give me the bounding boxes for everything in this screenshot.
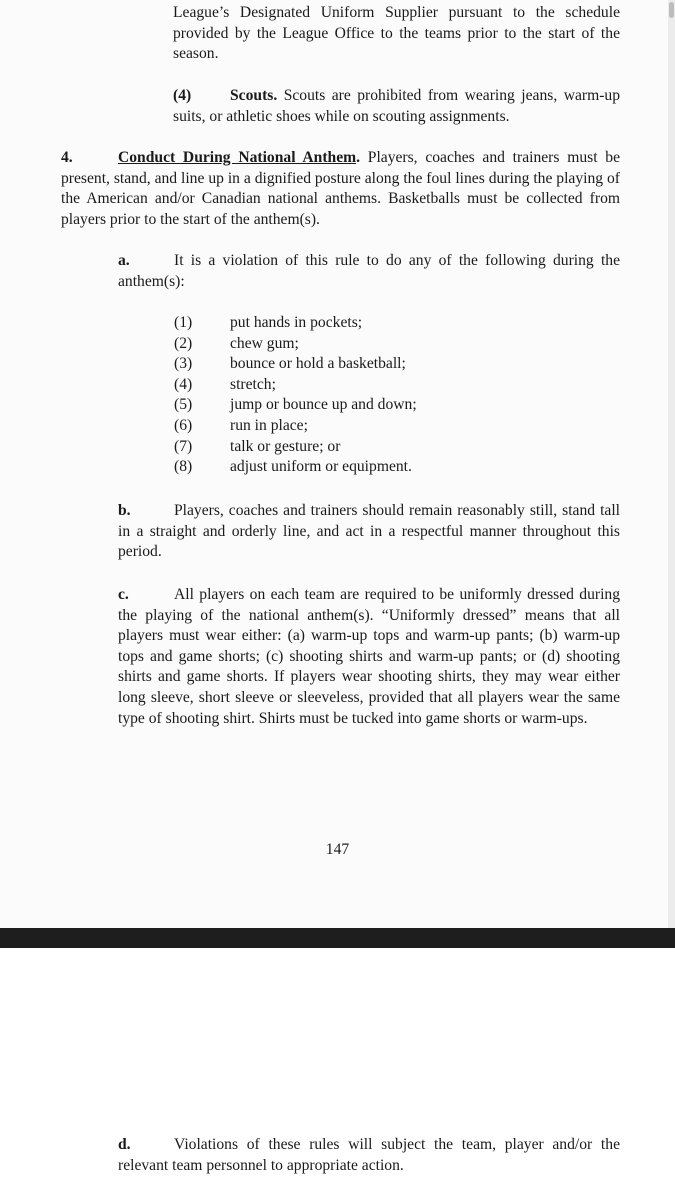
scrollbar-thumb[interactable] bbox=[669, 2, 674, 18]
paragraph-d-text: Violations of these rules will subject the team, player and/or the relevant team personnel to appropriate action. bbox=[118, 1136, 620, 1174]
violations-list bbox=[174, 313, 594, 478]
scouts-paragraph bbox=[173, 86, 620, 127]
section-4-heading-period: . bbox=[356, 149, 361, 166]
list-item: (1) put hands in pockets; bbox=[174, 314, 363, 331]
vertical-scrollbar[interactable] bbox=[668, 0, 675, 928]
page-divider bbox=[0, 928, 675, 948]
list-item: (3) bounce or hold a basketball; bbox=[174, 355, 406, 373]
list-item: (8) adjust uniform or equipment. bbox=[174, 458, 412, 476]
list-item: (2) chew gum; bbox=[174, 334, 299, 352]
list-item: (4) stretch; bbox=[174, 375, 276, 393]
list-item: (5) jump or bounce up and down; bbox=[174, 396, 417, 414]
scouts-heading: Scouts. bbox=[230, 87, 278, 104]
continuation-paragraph: League’s Designated Uniform Supplier pursuant to the schedule provided by the League Office to the teams prior to the start of the season. bbox=[173, 4, 620, 63]
paragraph-a-letter: a. bbox=[118, 252, 130, 269]
scouts-text: Scouts are prohibited from wearing jeans, warm-up suits, or athletic shoes while on scouting assignments. bbox=[173, 87, 620, 125]
section-4-number: 4. bbox=[61, 149, 73, 166]
paragraph-a bbox=[118, 251, 620, 292]
list-item: (7) talk or gesture; or bbox=[174, 437, 341, 455]
paragraph-d-letter: d. bbox=[118, 1136, 131, 1153]
paragraph-b-text: Players, coaches and trainers should remain reasonably still, stand tall in a straight and orderly line, and act in a respectful manner throughout this period. bbox=[118, 502, 620, 561]
paragraph-d bbox=[118, 1135, 620, 1176]
paragraph-c bbox=[118, 585, 620, 729]
paragraph-b bbox=[118, 501, 620, 563]
paragraph-c-text: All players on each team are required to be uniformly dressed during the playing of the national anthem(s). “Uniformly dressed” means that all players must wear either: (a) warm-up tops and warm-up pants; (b) warm-up tops and game shorts; (c) shooting shirts and warm-up pants; or (d) shooting shirts and game shorts. If players wear shooting shirts, they may wear either long sleeve, short sleeve or sleeveless, provided that all players wear the same type of shooting shirt. Shirts must be tucked into game shorts or warm-ups. bbox=[118, 586, 620, 727]
scouts-number: (4) bbox=[173, 87, 192, 104]
list-item: (6) run in place; bbox=[174, 416, 308, 434]
paragraph-a-text: It is a violation of this rule to do any of the following during the anthem(s): bbox=[118, 252, 620, 290]
paragraph-c-letter: c. bbox=[118, 586, 129, 603]
section-4-text: Players, coaches and trainers must be present, stand, and line up in a dignified posture along the foul lines during the playing of the American and/or Canadian national anthems. Basketballs must be collected from players prior to the start of the anthem(s). bbox=[61, 149, 620, 228]
section-4-paragraph bbox=[61, 148, 620, 230]
page-number: 147 bbox=[325, 841, 350, 858]
paragraph-b-letter: b. bbox=[118, 502, 131, 519]
section-4-heading: Conduct During National Anthem bbox=[118, 149, 357, 166]
